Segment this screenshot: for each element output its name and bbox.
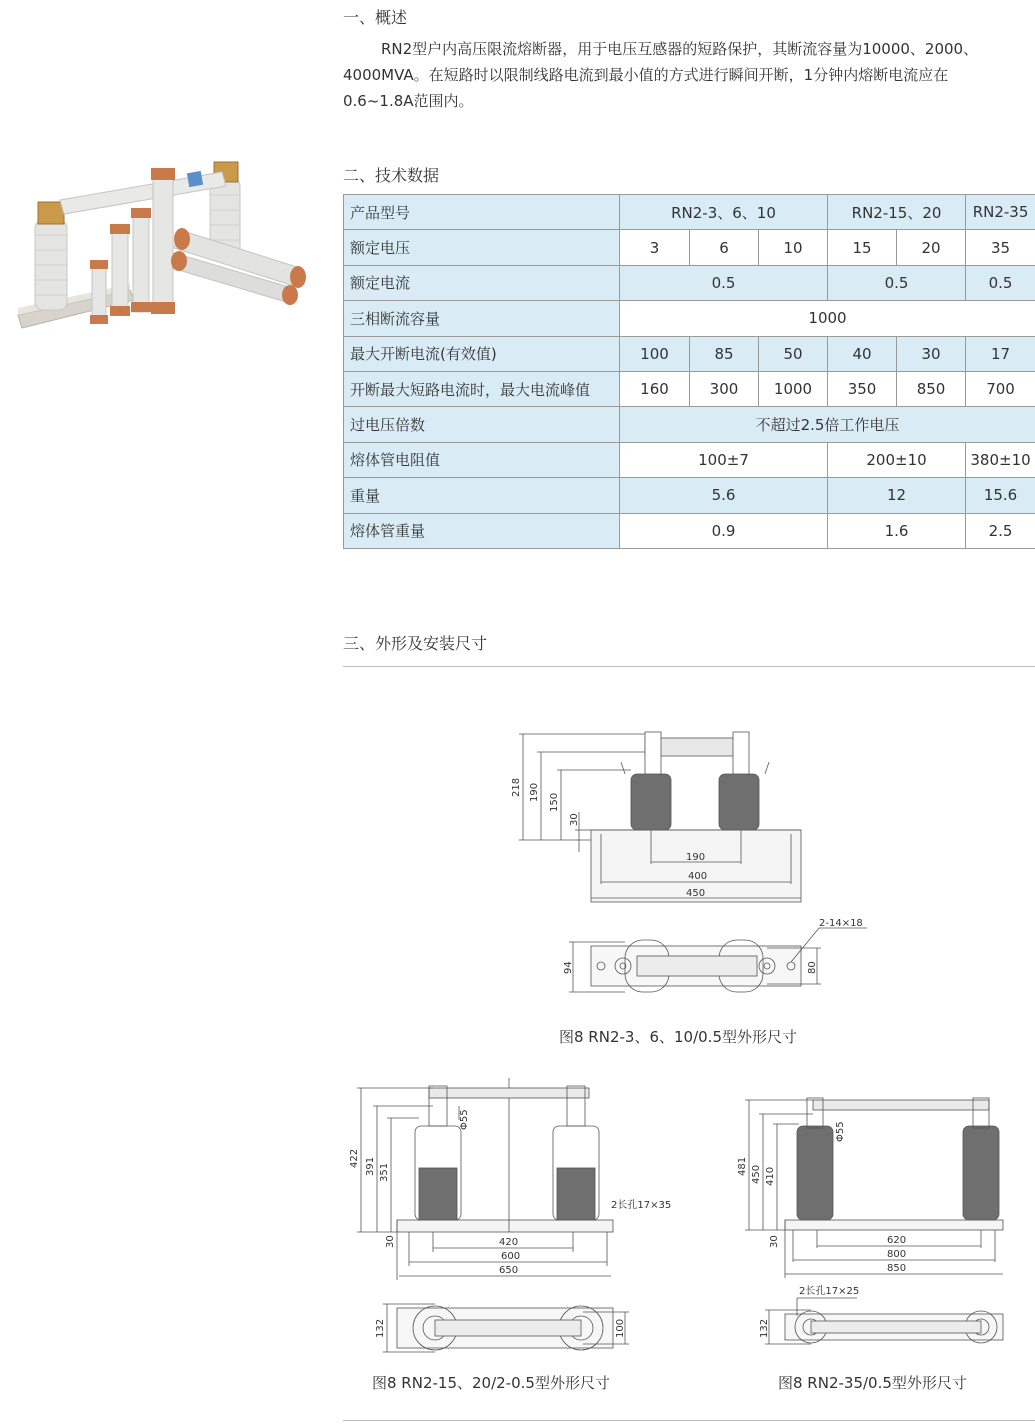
table-cell: 15: [828, 230, 897, 265]
table-cell: 0.5: [620, 265, 828, 300]
table-cell: RN2-3、6、10: [620, 195, 828, 230]
dim-label: 190: [529, 782, 540, 802]
table-cell: 0.5: [966, 265, 1035, 300]
dim-label: 218: [511, 777, 522, 797]
table-cell: 0.5: [828, 265, 966, 300]
product-photo: [0, 150, 322, 340]
table-cell: 85: [690, 336, 759, 371]
dim-label: 400: [688, 871, 708, 882]
spec-table: [343, 194, 1035, 549]
table-row: [344, 336, 1035, 371]
table-row: [344, 301, 1035, 336]
table-cell: 1000: [759, 371, 828, 406]
table-row: [344, 442, 1035, 477]
table-cell: 380±10: [966, 442, 1035, 477]
row-label: 额定电流: [344, 265, 620, 300]
dim-label: 450: [686, 888, 706, 899]
dim-label: 190: [686, 852, 706, 863]
table-cell: 160: [620, 371, 690, 406]
dim-label: 94: [563, 961, 574, 974]
table-cell: 3: [620, 230, 690, 265]
row-label: 最大开断电流(有效值): [344, 336, 620, 371]
table-cell: 0.9: [620, 513, 828, 548]
dim-label: 150: [549, 792, 560, 812]
table-cell: 35: [966, 230, 1035, 265]
row-label: 过电压倍数: [344, 407, 620, 442]
row-label: 开断最大短路电流时，最大电流峰值: [344, 371, 620, 406]
table-cell: 2.5: [966, 513, 1035, 548]
dim-label: 30: [569, 813, 580, 826]
table-row: [344, 407, 1035, 442]
dim-label: 410: [765, 1166, 776, 1186]
table-cell: 100: [620, 336, 690, 371]
dim-label: 80: [807, 961, 818, 974]
table-cell: 200±10: [828, 442, 966, 477]
techdata-heading: 二、技术数据: [343, 166, 440, 185]
table-cell: 300: [690, 371, 759, 406]
table-cell: 1.6: [828, 513, 966, 548]
row-label: 三相断流容量: [344, 301, 620, 336]
row-label: 熔体管电阻值: [344, 442, 620, 477]
dim-label: 132: [759, 1318, 770, 1338]
divider: [343, 1420, 1035, 1421]
dim-label: 2-14×18: [819, 918, 863, 929]
table-cell: 10: [759, 230, 828, 265]
table-cell: 17: [966, 336, 1035, 371]
dim-label: 2长孔17×35: [611, 1200, 672, 1211]
row-label: 产品型号: [344, 195, 620, 230]
table-cell: 850: [897, 371, 966, 406]
table-cell: 6: [690, 230, 759, 265]
table-cell: RN2-15、20: [828, 195, 966, 230]
dim-label: 650: [499, 1265, 519, 1276]
dim-label: Φ55: [835, 1121, 846, 1142]
table-row: [344, 265, 1035, 300]
row-label: 额定电压: [344, 230, 620, 265]
overview-line-2: 4000MVA。在短路时以限制线路电流到最小值的方式进行瞬间开断，1分钟内熔断电流应在: [343, 66, 949, 84]
dimensions-heading: 三、外形及安装尺寸: [343, 634, 488, 653]
dim-label: 450: [751, 1164, 762, 1184]
table-cell: RN2-35: [966, 195, 1035, 230]
table-cell: 30: [897, 336, 966, 371]
table-cell: 50: [759, 336, 828, 371]
row-label: 熔体管重量: [344, 513, 620, 548]
dim-label: Φ55: [459, 1109, 470, 1130]
dim-label: 620: [887, 1235, 907, 1246]
table-cell: 12: [828, 478, 966, 513]
table-cell: 350: [828, 371, 897, 406]
table-cell: 不超过2.5倍工作电压: [620, 407, 1035, 442]
table-cell: 100±7: [620, 442, 828, 477]
dim-label: 100: [615, 1318, 626, 1338]
dim-label: 422: [349, 1148, 360, 1168]
dim-label: 351: [379, 1162, 390, 1182]
table-cell: 20: [897, 230, 966, 265]
table-row: [344, 371, 1035, 406]
table-cell: 1000: [620, 301, 1035, 336]
dim-label: 800: [887, 1249, 907, 1260]
overview-heading: 一、概述: [343, 8, 408, 27]
table-cell: 700: [966, 371, 1035, 406]
dim-label: 420: [499, 1237, 519, 1248]
table-row: [344, 195, 1035, 230]
overview-line-1: RN2型户内高压限流熔断器，用于电压互感器的短路保护，其断流容量为10000、2000、: [381, 40, 979, 58]
figure-3-drawing: [733, 1096, 1033, 1361]
divider: [343, 666, 1035, 667]
table-cell: 5.6: [620, 478, 828, 513]
dim-label: 481: [737, 1156, 748, 1176]
figure-1-caption: 图8 RN2-3、6、10/0.5型外形尺寸: [559, 1028, 797, 1046]
dim-label: 30: [769, 1235, 780, 1248]
table-row: [344, 478, 1035, 513]
dim-label: 30: [385, 1235, 396, 1248]
table-row: [344, 230, 1035, 265]
table-cell: 15.6: [966, 478, 1035, 513]
row-label: 重量: [344, 478, 620, 513]
figure-3-caption: 图8 RN2-35/0.5型外形尺寸: [778, 1374, 967, 1392]
dim-label: 850: [887, 1263, 907, 1274]
dim-label: 391: [365, 1156, 376, 1176]
dim-label: 600: [501, 1251, 521, 1262]
overview-line-3: 0.6~1.8A范围内。: [343, 92, 474, 110]
dim-label: 132: [375, 1318, 386, 1338]
figure-2-drawing: [343, 1076, 688, 1361]
figure-1-drawing: [505, 722, 875, 1022]
figure-2-caption: 图8 RN2-15、20/2-0.5型外形尺寸: [372, 1374, 610, 1392]
dim-label: 2长孔17×25: [799, 1286, 860, 1297]
table-cell: 40: [828, 336, 897, 371]
table-row: [344, 513, 1035, 548]
